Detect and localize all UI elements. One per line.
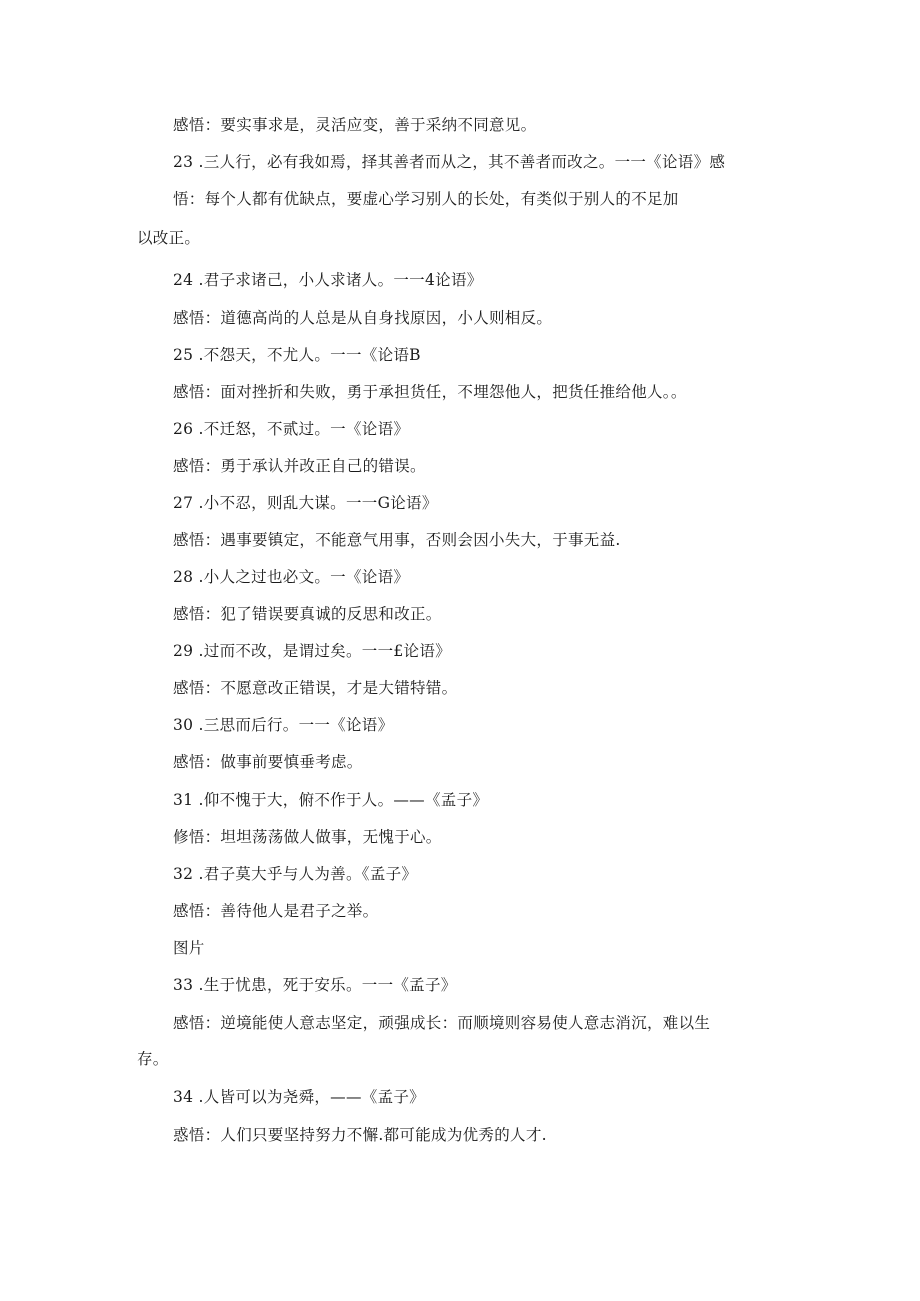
text-line: 28 .小人之过也必文。一《论语》 — [173, 568, 410, 586]
text-line: 34 .人皆可以为尧舜，——《孟子》 — [173, 1088, 425, 1106]
text-line: 感悟：勇于承认并改正自己的错误。 — [173, 457, 426, 475]
text-line: 以改正。 — [137, 229, 201, 247]
text-line: 26 .不迁怒，不贰过。一《论语》 — [173, 420, 410, 438]
text-line: 感悟：要实事求是，灵活应变，善于采纳不同意见。 — [173, 116, 537, 134]
text-line: 感悟：善待他人是君子之举。 — [173, 902, 379, 920]
text-line: 修悟：坦坦荡荡做人做事，无愧于心。 — [173, 828, 442, 846]
text-line: 31 .仰不愧于大，俯不作于人。——《孟子》 — [173, 791, 489, 809]
text-line: 23 .三人行，必有我如焉，择其善者而从之，其不善者而改之。一一《论语》感 — [173, 153, 726, 171]
text-line: 感悟：做事前要慎垂考虑。 — [173, 753, 363, 771]
text-line: 存。 — [137, 1050, 169, 1068]
text-line: 悟：每个人都有优缺点，要虚心学习别人的长处，有类似于别人的不足加 — [173, 190, 679, 208]
text-line: 感悟：逆境能使人意志坚定，顽强成长：而顺境则容易使人意志消沉，难以生 — [173, 1014, 711, 1032]
text-line: 24 .君子求诸己，小人求诸人。一一4论语》 — [173, 271, 483, 289]
text-line: 图片 — [173, 939, 205, 957]
text-line: 感悟：面对挫折和失败，勇于承担货任，不埋怨他人，把货任推给他人。。 — [173, 383, 687, 401]
text-line: 32 .君子莫大乎与人为善。《孟子》 — [173, 865, 418, 883]
text-line: 惑悟：人们只要坚持努力不懈.都可能成为优秀的人才. — [173, 1126, 547, 1144]
text-line: 感悟：遇事要镇定，不能意气用事，否则会因小失大，于事无益. — [173, 531, 621, 549]
text-line: 感悟：犯了错误要真诚的反思和改正。 — [173, 605, 442, 623]
text-line: 感悟：不愿意改正错误，才是大错特错。 — [173, 679, 458, 697]
text-line: 33 .生于忧患，死于安乐。一一《孟子》 — [173, 976, 457, 994]
text-line: 29 .过而不改，是谓过矣。一一£论语》 — [173, 642, 451, 660]
text-line: 感悟：道德高尚的人总是从自身找原因，小人则相反。 — [173, 309, 553, 327]
text-line: 25 .不怨天，不尤人。一一《论语B — [173, 346, 421, 364]
text-line: 27 .小不忍，则乱大谋。一一G论语》 — [173, 494, 438, 512]
text-line: 30 .三思而后行。一一《论语》 — [173, 716, 394, 734]
